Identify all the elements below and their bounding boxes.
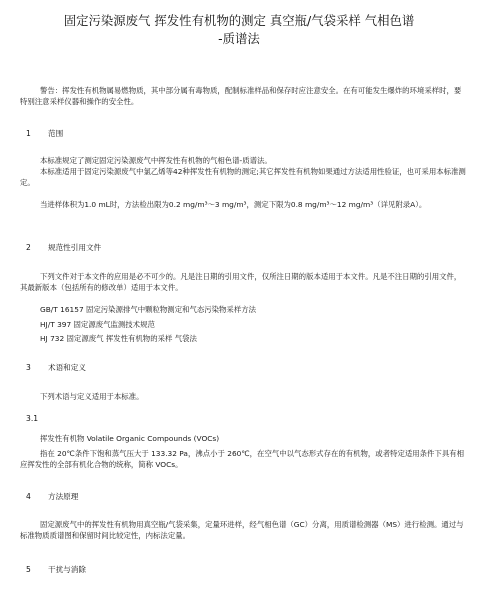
reference-item: HJ 732 固定源废气 挥发性有机物的采样 气袋法 bbox=[40, 334, 197, 343]
section-3-1-heading bbox=[26, 414, 38, 425]
term-definition: 指在 20℃条件下饱和蒸气压大于 133.32 Pa，沸点小于 260℃，在空气中以气态形式存在的有机物，或者特定适用条件下具有相应挥发性的全部有机化合物的统称，简称 VOCs。 bbox=[20, 449, 464, 469]
title-line-1: 固定污染源废气 挥发性有机物的测定 真空瓶/气袋采样 气相色谱 bbox=[63, 13, 415, 28]
title-line-2: -质谱法 bbox=[218, 31, 260, 46]
section-3-heading bbox=[26, 363, 86, 374]
section-number: 3 bbox=[26, 363, 31, 372]
scope-paragraph-1: 本标准规定了测定固定污染源废气中挥发性有机物的气相色谱-质谱法。 bbox=[40, 156, 272, 165]
principle-paragraph: 固定源废气中的挥发性有机物用真空瓶/气袋采集，定量环进样，经气相色谱（GC）分离，用质谱检测器（MS）进行检测。通过与标准物质质谱图和保留时间比较定性，内标法定量。 bbox=[20, 520, 464, 540]
reference-item: HJ/T 397 固定源废气监测技术规范 bbox=[40, 320, 155, 329]
references-intro: 下列文件对于本文件的应用是必不可少的。凡是注日期的引用文件，仅所注日期的版本适用于本文件。凡是不注日期的引用文件，其最新版本（包括所有的修改单）适用于本文件。 bbox=[20, 272, 462, 292]
section-title: 方法原理 bbox=[48, 492, 79, 501]
section-number: 5 bbox=[26, 565, 31, 574]
reference-item: GB/T 16157 固定污染源排气中颗粒物测定和气态污染物采样方法 bbox=[40, 305, 256, 314]
section-number: 1 bbox=[26, 129, 31, 138]
term-name: 挥发性有机物 Volatile Organic Compounds (VOCs) bbox=[40, 434, 220, 443]
warning-paragraph: 警告：挥发性有机物属易燃物质，其中部分属有毒物质，配制标准样品和保存时应注意安全。在有可能发生爆炸的环境采样时，要特别注意采样仪器和操作的安全性。 bbox=[20, 86, 462, 106]
document-title bbox=[16, 12, 462, 48]
section-title: 范围 bbox=[48, 129, 64, 138]
section-number: 4 bbox=[26, 492, 31, 501]
section-title: 规范性引用文件 bbox=[48, 243, 102, 252]
scope-paragraph-2: 本标准适用于固定污染源废气中氯乙烯等42种挥发性有机物的测定;其它挥发性有机物如果通过方法适用性验证，也可采用本标准测定。 bbox=[20, 167, 466, 187]
section-2-heading bbox=[26, 243, 101, 254]
scope-paragraph-3: 当进样体积为1.0 mL时，方法检出限为0.2 mg/m³～3 mg/m³，测定下限为0.8 mg/m³～12 mg/m³（详见附录A）。 bbox=[40, 200, 427, 209]
section-4-heading bbox=[26, 492, 78, 503]
section-1-heading bbox=[26, 129, 63, 140]
terms-intro: 下列术语与定义适用于本标准。 bbox=[40, 392, 144, 401]
section-number: 3.1 bbox=[26, 414, 39, 423]
section-title: 干扰与消除 bbox=[48, 565, 86, 574]
section-number: 2 bbox=[26, 243, 31, 252]
section-5-heading bbox=[26, 565, 86, 576]
section-title: 术语和定义 bbox=[48, 363, 86, 372]
